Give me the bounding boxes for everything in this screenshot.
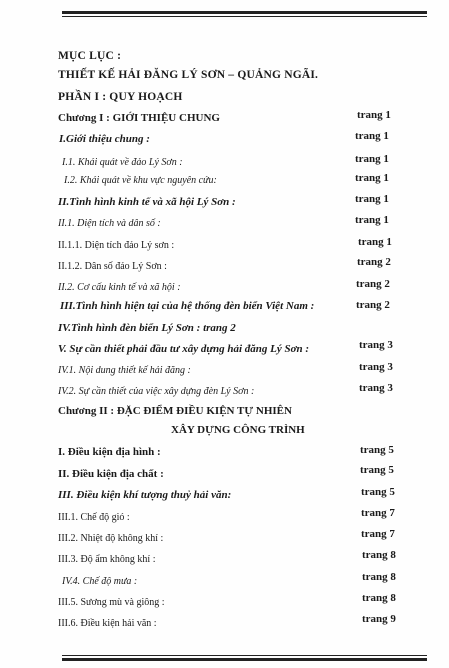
- toc-entry: II.2. Cơ cấu kinh tế và xã hội :: [58, 282, 181, 293]
- toc-entry: III. Điều kiện khí tượng thuỷ hải văn:: [58, 489, 232, 501]
- toc-entry: IV.Tình hình đèn biển Lý Sơn : trang 2: [58, 322, 236, 334]
- toc-entry: I. Điều kiện địa hình :: [58, 446, 161, 458]
- toc-entry: II. Điều kiện địa chất :: [58, 468, 164, 480]
- page-number: trang 3: [359, 382, 393, 394]
- toc-entry: III.2. Nhiệt độ không khí :: [58, 533, 164, 544]
- page-number: trang 1: [357, 109, 391, 121]
- toc-entry: III.Tình hình hiện tại của hệ thống đèn biển Việt Nam :: [60, 300, 315, 312]
- page-number: trang 3: [359, 339, 393, 351]
- chapter-heading: Chương II : ĐẶC ĐIỂM ĐIỀU KIỆN TỰ NHIÊN: [58, 405, 292, 417]
- page-number: trang 8: [362, 571, 396, 583]
- page-number: trang 1: [355, 214, 389, 226]
- toc-entry: III.3. Độ ẩm không khí :: [58, 554, 156, 565]
- toc-entry: IV.4. Chế độ mưa :: [62, 576, 138, 587]
- page-number: trang 1: [355, 172, 389, 184]
- toc-entry: I.2. Khái quát về khu vực nguyên cứu:: [64, 175, 217, 186]
- page-number: trang 5: [361, 486, 395, 498]
- toc-entry: V. Sự cần thiết phải đầu tư xây dựng hải đăng Lý Sơn :: [58, 343, 310, 355]
- toc-entry: III.5. Sương mù và giông :: [58, 597, 165, 608]
- toc-entry: III.1. Chế độ gió :: [58, 512, 130, 523]
- page-number: trang 3: [359, 361, 393, 373]
- page-number: trang 8: [362, 549, 396, 561]
- top-border-rule: [62, 11, 427, 17]
- page-number: trang 1: [355, 153, 389, 165]
- chapter-heading-line2: XÂY DỰNG CÔNG TRÌNH: [171, 424, 305, 436]
- page-number: trang 5: [360, 464, 394, 476]
- page-number: trang 5: [360, 444, 394, 456]
- toc-entry: II.1.1. Diện tích đảo Lý sơn :: [58, 240, 175, 251]
- toc-entry: IV.2. Sự cần thiết của việc xây dựng đèn Lý Sơn :: [58, 386, 255, 397]
- toc-entry: II.Tình hình kinh tế và xã hội Lý Sơn :: [58, 196, 236, 208]
- page-number: trang 9: [362, 613, 396, 625]
- toc-title: MỤC LỤC :: [58, 50, 122, 62]
- toc-entry: I.Giới thiệu chung :: [59, 133, 150, 145]
- page-number: trang 1: [355, 130, 389, 142]
- page-number: trang 1: [355, 193, 389, 205]
- project-title: THIẾT KẾ HẢI ĐĂNG LÝ SƠN – QUẢNG NGÃI.: [58, 69, 319, 81]
- chapter-heading: Chương I : GIỚI THIỆU CHUNG: [58, 112, 220, 124]
- page-number: trang 1: [358, 236, 392, 248]
- toc-entry: I.1. Khái quát về đảo Lý Sơn :: [62, 157, 183, 168]
- page-number: trang 2: [356, 299, 390, 311]
- toc-entry: II.1.2. Dân số đảo Lý Sơn :: [58, 261, 167, 272]
- part-heading: PHẦN I : QUY HOẠCH: [58, 91, 183, 103]
- page-number: trang 8: [362, 592, 396, 604]
- page-number: trang 2: [357, 256, 391, 268]
- page-number: trang 7: [361, 528, 395, 540]
- toc-entry: III.6. Điều kiện hải văn :: [58, 618, 157, 629]
- bottom-border-rule: [62, 655, 427, 661]
- toc-entry: II.1. Diện tích và dân số :: [58, 218, 161, 229]
- toc-entry: IV.1. Nội dung thiết kế hải đăng :: [58, 365, 191, 376]
- page-number: trang 2: [356, 278, 390, 290]
- page-number: trang 7: [361, 507, 395, 519]
